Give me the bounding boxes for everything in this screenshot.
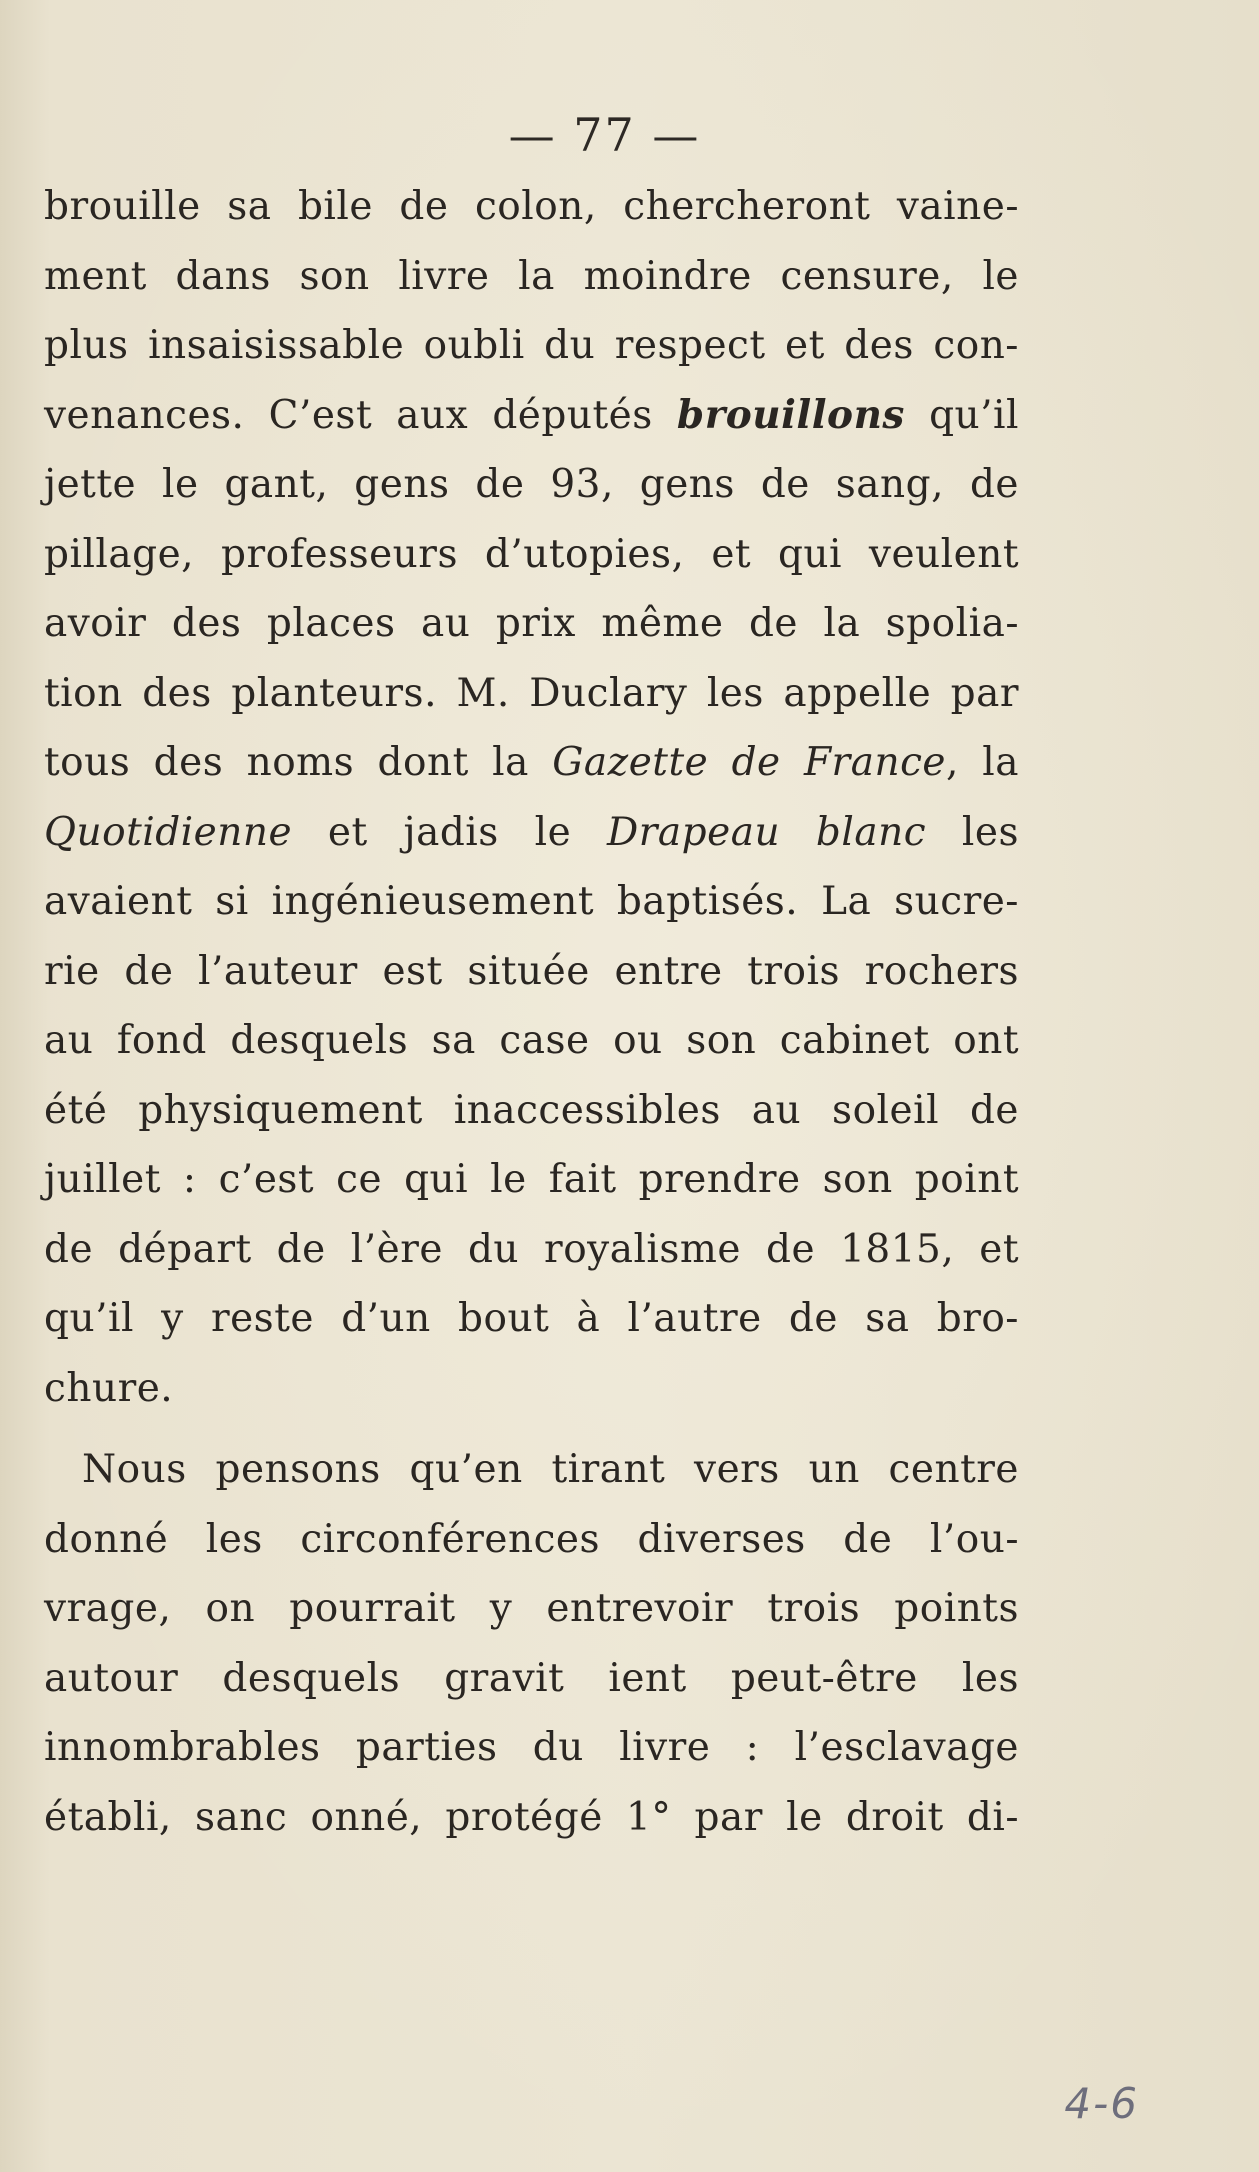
text-line: vrage, on pourrait y entrevoir trois points bbox=[44, 1586, 1019, 1631]
text-line: au fond desquels sa case ou son cabinet ont bbox=[44, 1018, 1019, 1063]
text-run: et jadis le bbox=[292, 809, 608, 855]
handwritten-mark: 4-6 bbox=[1064, 2079, 1139, 2128]
text-line: brouille sa bile de colon, chercheront vaine- bbox=[44, 184, 1019, 229]
text-line: de départ de l’ère du royalisme de 1815, et bbox=[44, 1226, 1019, 1272]
text-line: Nous pensons qu’en tirant vers un centre bbox=[82, 1447, 1019, 1492]
emphasized-word: brouillons bbox=[676, 391, 905, 438]
text-line: qu’il y reste d’un bout à l’autre de sa bro- bbox=[44, 1296, 1019, 1341]
text-line bbox=[44, 798, 1019, 868]
body-text bbox=[44, 172, 1019, 1852]
text-run: les bbox=[926, 809, 1019, 855]
publication-title: Gazette de France bbox=[552, 740, 946, 785]
publication-title: Quotidienne bbox=[44, 809, 293, 855]
paragraph-2 bbox=[44, 1435, 1019, 1852]
text-line: plus insaisissable oubli du respect et des con- bbox=[44, 323, 1019, 368]
publication-title: Drapeau blanc bbox=[607, 809, 927, 855]
paragraph-gap bbox=[44, 1423, 1019, 1435]
text-line: chure. bbox=[44, 1365, 174, 1411]
text-run: , la bbox=[946, 740, 1019, 785]
text-line: tion des planteurs. M. Duclary les appelle par bbox=[44, 670, 1019, 716]
text-line: donné les circonférences diverses de l’ou- bbox=[44, 1516, 1019, 1562]
text-line: avoir des places au prix même de la spolia- bbox=[44, 601, 1019, 646]
text-line: innombrables parties du livre : l’esclavage bbox=[44, 1725, 1019, 1770]
text-line: ment dans son livre la moindre censure, le bbox=[44, 253, 1019, 299]
text-line: rie de l’auteur est située entre trois rochers bbox=[44, 948, 1019, 994]
text-run: venances. C’est aux députés bbox=[44, 392, 677, 438]
text-run: qu’il bbox=[904, 392, 1019, 438]
text-line: été physiquement inaccessibles au soleil de bbox=[44, 1087, 1019, 1133]
text-line bbox=[44, 728, 1019, 798]
text-line: juillet : c’est ce qui le fait prendre son point bbox=[44, 1157, 1019, 1202]
text-line: avaient si ingénieusement baptisés. La sucre- bbox=[44, 879, 1019, 924]
text-line: jette le gant, gens de 93, gens de sang, de bbox=[44, 462, 1019, 507]
text-line: établi, sanc onné, protégé 1° par le droit di- bbox=[44, 1794, 1019, 1840]
text-run: tous des noms dont la bbox=[44, 740, 553, 785]
text-line bbox=[44, 381, 1019, 451]
page-number: — 77 — bbox=[508, 108, 701, 162]
text-line: autour desquels gravit ient peut-être les bbox=[44, 1655, 1019, 1701]
text-line: pillage, professeurs d’utopies, et qui veulent bbox=[44, 531, 1019, 577]
paragraph-1 bbox=[44, 172, 1019, 1423]
